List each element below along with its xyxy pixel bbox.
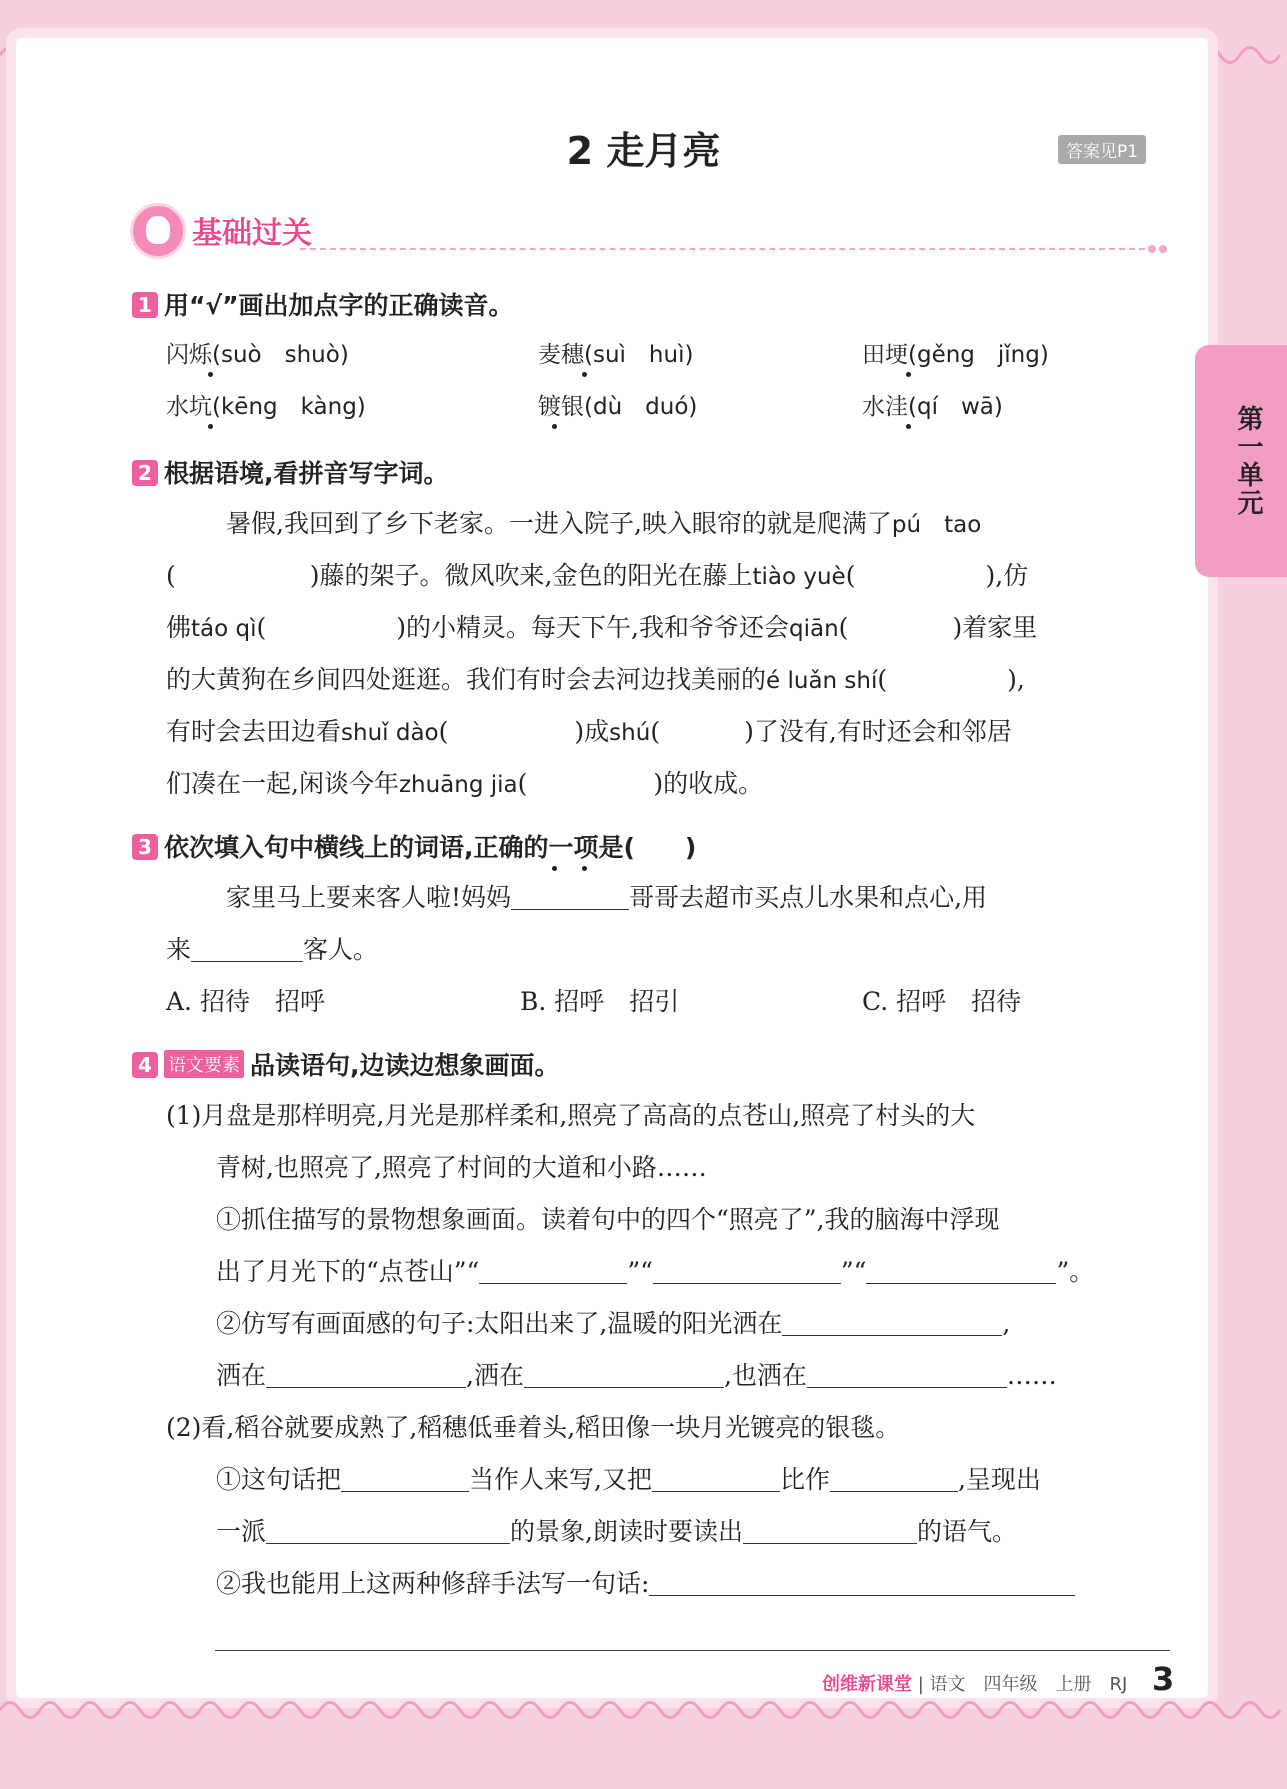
decorative-wave-bottom xyxy=(0,1695,1287,1725)
pinyin-choice-item: 田埂(gěng jǐng) xyxy=(862,342,1049,368)
question-4-header xyxy=(132,1046,560,1082)
answer-blank[interactable] xyxy=(341,1465,469,1492)
answer-blank[interactable] xyxy=(266,1361,466,1388)
answer-blank[interactable] xyxy=(652,1465,780,1492)
question-number: 2 xyxy=(132,460,158,486)
emphasis-dot xyxy=(582,866,587,871)
subquestion-line: ①这句话把 当作人来写,又把 比作 ,呈现出 xyxy=(216,1465,1041,1494)
answer-blank[interactable] xyxy=(479,1257,627,1284)
emphasis-dot xyxy=(906,372,911,377)
option-a[interactable]: A. 招待 招呼 xyxy=(166,987,325,1016)
footer-info: 创维新课堂 | 语文 四年级 上册 RJ xyxy=(822,1674,1128,1695)
answer-blank[interactable] xyxy=(191,935,303,962)
passage-line: 们凑在一起,闲谈今年zhuāng jia( )的收成。 xyxy=(166,769,764,798)
answer-blank[interactable] xyxy=(830,1465,958,1492)
answer-blank[interactable] xyxy=(866,1257,1056,1284)
pinyin-choice-item: 麦穗(suì huì) xyxy=(538,342,694,368)
girl-avatar-icon xyxy=(130,203,186,259)
emphasis-dot xyxy=(208,372,213,377)
answer-blank[interactable] xyxy=(511,883,629,910)
answer-writing-line[interactable] xyxy=(215,1650,1170,1651)
passage-line: 佛táo qì( )的小精灵。每天下午,我和爷爷还会qiān( )着家里 xyxy=(166,613,1038,642)
question-3-header xyxy=(132,828,696,864)
question-1-header xyxy=(132,286,514,322)
emphasis-dot xyxy=(208,424,213,429)
page-number: 3 xyxy=(1152,1660,1175,1698)
answer-blank[interactable] xyxy=(782,1309,1002,1336)
question-title: 根据语境,看拼音写字词。 xyxy=(164,459,449,488)
footer-brand: 创维新课堂 xyxy=(822,1674,912,1695)
passage-line: (1)月盘是那样明亮,月光是那样柔和,照亮了高高的点苍山,照亮了村头的大 xyxy=(166,1101,976,1130)
subquestion-line: ①抓住描写的景物想象画面。读着句中的四个“照亮了”,我的脑海中浮现 xyxy=(216,1205,1000,1234)
answer-blank[interactable] xyxy=(807,1361,1007,1388)
question-number: 4 xyxy=(132,1052,158,1078)
emphasis-dot xyxy=(906,424,911,429)
subquestion-line: 一派 的景象,朗读时要读出 的语气。 xyxy=(216,1517,1017,1546)
emphasis-dot xyxy=(552,424,557,429)
passage-line: 的大黄狗在乡间四处逛逛。我们有时会去河边找美丽的é luǎn shí( ), xyxy=(166,665,1025,694)
subquestion-line: 洒在 ,洒在 ,也洒在 …… xyxy=(216,1361,1057,1390)
answer-blank[interactable] xyxy=(649,1569,1075,1596)
question-title: 依次填入句中横线上的词语,正确的一项是( ) xyxy=(164,833,697,862)
question-number: 3 xyxy=(132,834,158,860)
subquestion-line: 出了月光下的“点苍山”“ ”“ ”“ ”。 xyxy=(216,1257,1095,1286)
answer-blank[interactable] xyxy=(524,1361,724,1388)
pinyin-choice-item: 闪烁(suò shuò) xyxy=(166,342,349,368)
unit-side-tab-label: 第一单元 xyxy=(1233,405,1263,517)
section-divider xyxy=(300,248,1155,250)
answer-blank[interactable] xyxy=(653,1257,841,1284)
pinyin-choice-item: 镀银(dù duó) xyxy=(538,394,698,420)
question-title: 品读语句,边读边想象画面。 xyxy=(250,1051,560,1080)
decorative-dots-icon xyxy=(1148,238,1170,257)
sentence-line: 家里马上要来客人啦!妈妈 哥哥去超市买点儿水果和点心,用 xyxy=(226,883,988,912)
emphasis-dot xyxy=(582,372,587,377)
passage-line: ( )藤的架子。微风吹来,金色的阳光在藤上tiào yuè( ),仿 xyxy=(166,561,1029,590)
answer-blank[interactable] xyxy=(266,1517,510,1544)
option-c[interactable]: C. 招呼 招待 xyxy=(862,987,1022,1016)
question-2-header xyxy=(132,454,449,490)
question-number: 1 xyxy=(132,292,158,318)
footer-details: 语文 四年级 上册 RJ xyxy=(929,1674,1128,1695)
passage-line: 青树,也照亮了,照亮了村间的大道和小路…… xyxy=(216,1153,707,1182)
passage-line: 有时会去田边看shuǐ dào( )成shú( )了没有,有时还会和邻居 xyxy=(166,717,1012,746)
subquestion-line: ②我也能用上这两种修辞手法写一句话: xyxy=(216,1564,1075,1600)
option-b[interactable]: B. 招呼 招引 xyxy=(520,987,680,1016)
unit-side-tab xyxy=(1195,345,1287,577)
sentence-line: 来 客人。 xyxy=(166,935,379,964)
answer-reference-badge: 答案见P1 xyxy=(1058,135,1146,164)
pinyin-choice-item: 水洼(qí wā) xyxy=(862,394,1003,420)
subquestion-line: ②仿写有画面感的句子:太阳出来了,温暖的阳光洒在 , xyxy=(216,1309,1011,1338)
passage-line: (2)看,稻谷就要成熟了,稻穗低垂着头,稻田像一块月光镀亮的银毯。 xyxy=(166,1413,901,1442)
passage-line: 暑假,我回到了乡下老家。一进入院子,映入眼帘的就是爬满了pú tao xyxy=(226,509,982,538)
category-tag: 语文要素 xyxy=(164,1050,244,1078)
answer-blank[interactable] xyxy=(743,1517,917,1544)
section-title: 基础过关 xyxy=(192,216,312,251)
lesson-title: 2 走月亮 xyxy=(566,129,721,173)
pinyin-choice-item: 水坑(kēng kàng) xyxy=(166,394,366,420)
emphasis-dot xyxy=(552,866,557,871)
question-title: 用“√”画出加点字的正确读音。 xyxy=(164,291,514,320)
